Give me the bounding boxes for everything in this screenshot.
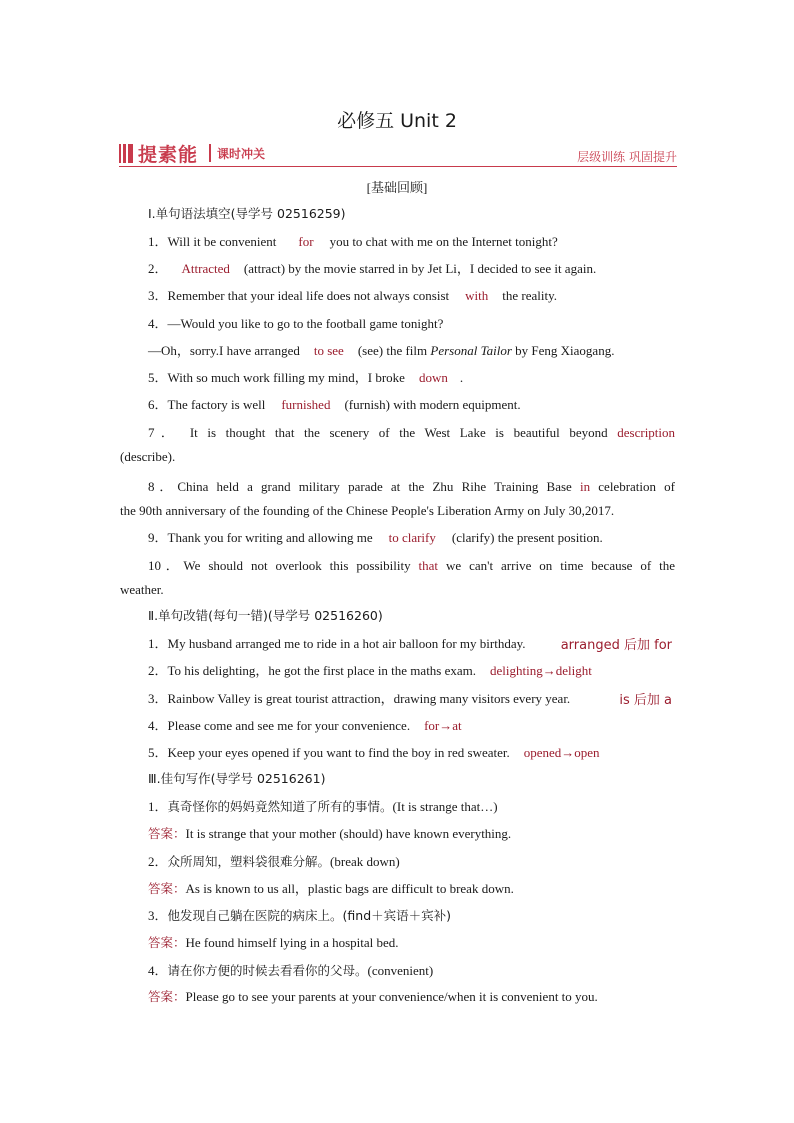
banner-brand: 提素能 bbox=[138, 144, 199, 166]
part3-q3-answer: 答案：He found himself lying in a hospital bed. bbox=[148, 935, 399, 950]
part1-q4: 4．—Would you like to go to the football game tonight? bbox=[148, 316, 444, 331]
answer: for bbox=[298, 234, 314, 249]
section-banner bbox=[119, 140, 677, 167]
part1-q5: 5．With so much work filling my mind，I broke down . bbox=[148, 370, 464, 385]
part1-q10-cont: weather. bbox=[120, 582, 164, 597]
answer: to see bbox=[313, 343, 344, 358]
answer: down bbox=[418, 370, 448, 385]
part1-q8: 8．China held a grand military parade at the Zhu Rihe Training Base in celebration of bbox=[148, 479, 676, 494]
part2-q1-answer: arranged 后加 for bbox=[560, 638, 672, 653]
part3-q3: 3．他发现自己躺在医院的病床上。(find＋宾语＋宾补) bbox=[148, 908, 452, 923]
answer: in bbox=[579, 479, 591, 494]
part2-q5: 5．Keep your eyes opened if you want to find the boy in red sweater. opened→open bbox=[148, 745, 600, 760]
part3-q2-answer: 答案：As is known to us all，plastic bags are difficult to break down. bbox=[148, 881, 514, 896]
answer: opened→open bbox=[523, 745, 600, 760]
part1-q10: 10．We should not overlook this possibility that we can't arrive on time because of the bbox=[148, 558, 676, 573]
part2-heading: Ⅱ.单句改错(每句一错)(导学号 02516260) bbox=[148, 608, 383, 623]
part2-q4: 4．Please come and see me for your convenience. for→at bbox=[148, 718, 462, 733]
part1-q7: 7． It is thought that the scenery of the West Lake is beautiful beyond description bbox=[148, 425, 676, 440]
answer: Attracted bbox=[181, 261, 230, 276]
part2-q1: 1．My husband arranged me to ride in a hot air balloon for my birthday. bbox=[148, 636, 526, 651]
part2-q3-answer: is 后加 a bbox=[619, 693, 672, 708]
part3-q4: 4．请在你方便的时候去看看你的父母。(convenient) bbox=[148, 963, 434, 978]
part1-heading: Ⅰ.单句语法填空(导学号 02516259) bbox=[148, 206, 346, 221]
page-title: 必修五 Unit 2 bbox=[337, 110, 457, 132]
answer: delighting→delight bbox=[490, 663, 592, 678]
part1-q1: 1．Will it be convenient for you to chat with me on the Internet tonight? bbox=[148, 234, 558, 249]
part3-q1-answer: 答案：It is strange that your mother (should) have known everything. bbox=[148, 826, 512, 841]
answer: description bbox=[617, 425, 676, 440]
section-label: [基础回顾] bbox=[366, 180, 428, 195]
answer: with bbox=[465, 288, 489, 303]
part2-q2: 2．To his delighting，he got the first place in the maths exam. delighting→delight bbox=[148, 663, 592, 678]
part1-q4-response: —Oh，sorry.I have arranged to see (see) the film Personal Tailor by Feng Xiaogang. bbox=[148, 343, 615, 358]
part1-q3: 3．Remember that your ideal life does not always consist with the reality. bbox=[148, 288, 557, 303]
answer: that bbox=[418, 558, 439, 573]
answer: to clarify bbox=[388, 530, 436, 545]
part1-q9: 9．Thank you for writing and allowing me to clarify (clarify) the present position. bbox=[148, 530, 603, 545]
part3-q4-answer: 答案：Please go to see your parents at your convenience/when it is convenient to you. bbox=[148, 989, 598, 1004]
part1-q2: 2． Attracted (attract) by the movie starred in by Jet Li，I decided to see it again. bbox=[148, 261, 597, 276]
banner-right-text: 层级训练 巩固提升 bbox=[577, 150, 677, 164]
part1-q7-cont: (describe). bbox=[120, 449, 176, 464]
banner-subtitle: 课时冲关 bbox=[217, 147, 266, 161]
part3-q2: 2．众所周知，塑料袋很难分解。(break down) bbox=[148, 854, 400, 869]
banner-separator bbox=[209, 144, 211, 162]
part2-q3: 3．Rainbow Valley is great tourist attraction，drawing many visitors every year. bbox=[148, 691, 571, 706]
part3-heading: Ⅲ.佳句写作(导学号 02516261) bbox=[148, 771, 326, 786]
part1-q6: 6．The factory is well furnished (furnish) with modern equipment. bbox=[148, 397, 521, 412]
part1-q8-cont: the 90th anniversary of the founding of the Chinese People's Liberation Army on July 30,2017. bbox=[120, 503, 615, 518]
answer: for→at bbox=[424, 718, 462, 733]
part3-q1: 1．真奇怪你的妈妈竟然知道了所有的事情。(It is strange that…) bbox=[148, 799, 498, 814]
answer: furnished bbox=[281, 397, 331, 412]
